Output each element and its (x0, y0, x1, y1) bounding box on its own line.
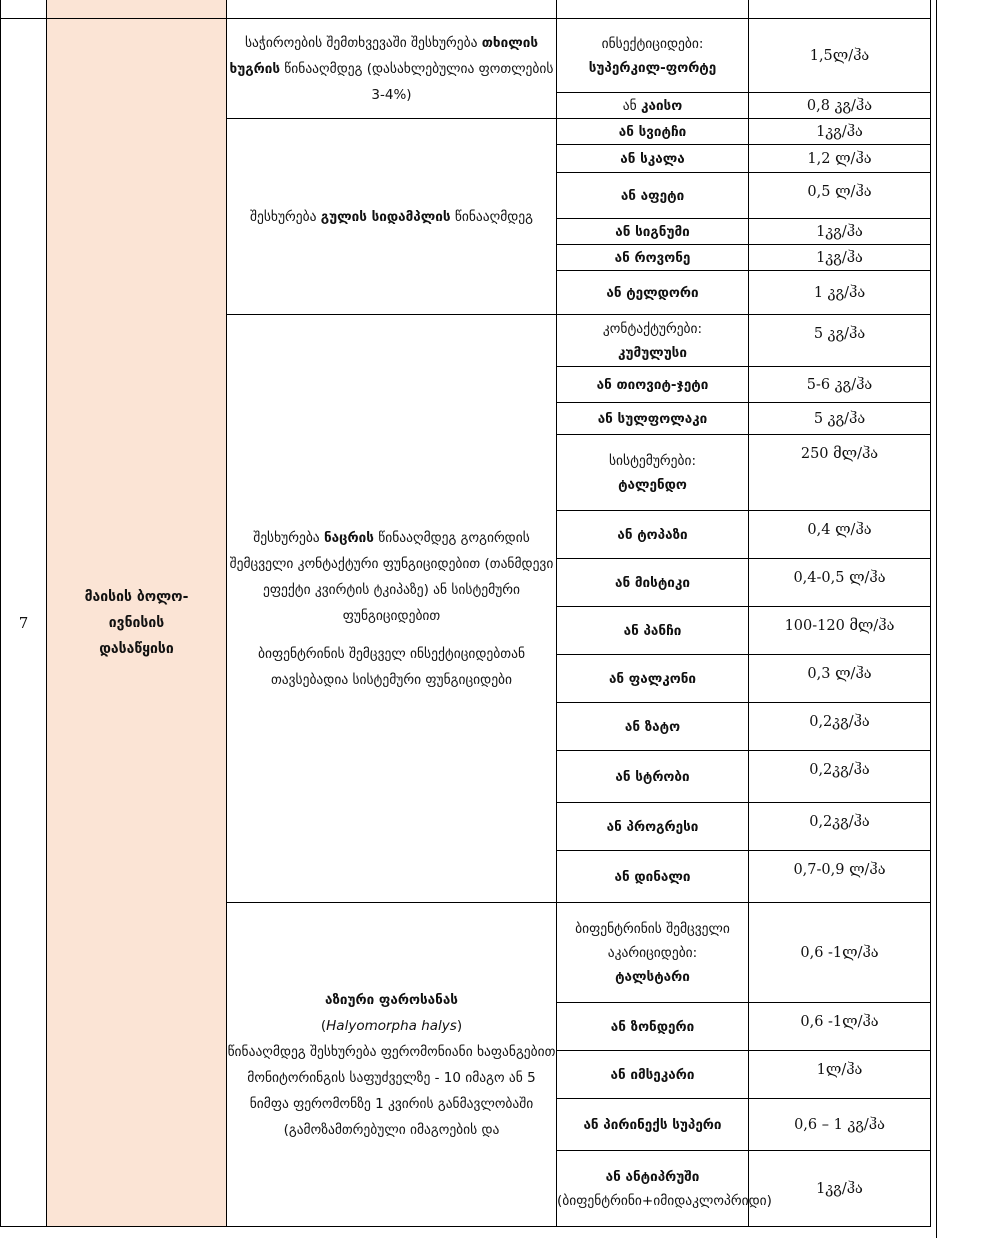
dose-cell: 0,7-0,9 ლ/ჰა (749, 851, 931, 903)
product-name: სუპერკილ-ფორტე (588, 59, 717, 76)
product-cell: ან მისტიკი (557, 559, 749, 607)
product-cell: ან ფალკონი (557, 655, 749, 703)
dose-cell: 0,2კგ/ჰა (749, 803, 931, 851)
dose-cell: 1კგ/ჰა (749, 1151, 931, 1227)
previous-row-stub (1, 0, 931, 19)
product-cell: ან ზატო (557, 703, 749, 751)
product-cell: ბიფენტრინის შემცველი აკარიციდები: ტალსტარი (557, 903, 749, 1003)
product-cell: ან პირინექს სუპერი (557, 1099, 749, 1151)
page-right-border (936, 0, 937, 1238)
dose-cell: 0,2კგ/ჰა (749, 703, 931, 751)
product-name: კაისო (640, 97, 683, 114)
product-cell: ან ზონდერი (557, 1003, 749, 1051)
product-cell: ან ანტიპრუში (ბიფენტრინი+იმიდაკლოპრიდი) (557, 1151, 749, 1227)
dose-cell: 0,5 ლ/ჰა (749, 173, 931, 219)
product-cell: ინსექტიციდები: სუპერკილ-ფორტე (557, 19, 749, 93)
dose-cell: 0,4 ლ/ჰა (749, 511, 931, 559)
product-cell: კონტაქტურები: კუმულუსი (557, 315, 749, 367)
product-cell: ან კაისო (557, 93, 749, 119)
dose-cell: 5-6 კგ/ჰა (749, 367, 931, 403)
stage-cell (47, 19, 227, 1227)
product-cell: ან ტოპაზი (557, 511, 749, 559)
product-cell: ან სვიტჩი (557, 119, 749, 145)
product-cell: ან თიოვიტ-ჯეტი (557, 367, 749, 403)
dose-cell: 250 მლ/ჰა (749, 435, 931, 511)
dose-cell: 5 კგ/ჰა (749, 403, 931, 435)
dose-cell: 1 კგ/ჰა (749, 271, 931, 315)
pest-name: თხილის ხუგრის (229, 34, 538, 77)
dose-cell: 0,6 – 1 კგ/ჰა (749, 1099, 931, 1151)
pest-name: ნაცრის (323, 529, 374, 546)
product-cell: ან სკალა (557, 145, 749, 173)
product-cell: სისტემურები: ტალენდო (557, 435, 749, 511)
stage-line: დასაწყისი (99, 640, 174, 657)
dose-cell: 1,5ლ/ჰა (749, 19, 931, 93)
dose-cell: 1,2 ლ/ჰა (749, 145, 931, 173)
table-row (1, 19, 931, 93)
product-cell: ან აფეტი (557, 173, 749, 219)
pest-name: აზიური ფაროსანას (325, 991, 458, 1008)
product-cell: ან სულფოლაკი (557, 403, 749, 435)
dose-cell: 1კგ/ჰა (749, 219, 931, 245)
dose-cell: 1ლ/ჰა (749, 1051, 931, 1099)
product-cell: ან ტელდორი (557, 271, 749, 315)
dose-cell: 0,2კგ/ჰა (749, 751, 931, 803)
dose-cell: 100-120 მლ/ჰა (749, 607, 931, 655)
dose-cell: 0,6 -1ლ/ჰა (749, 903, 931, 1003)
dose-cell: 0,4-0,5 ლ/ჰა (749, 559, 931, 607)
action-cell: საჭიროების შემთხვევაში შესხურება თხილის ხუგრის წინააღმდეგ (დასახლებულია ფოთლების 3-4%) (227, 19, 557, 119)
product-cell: ან პანჩი (557, 607, 749, 655)
product-cell: ან დინალი (557, 851, 749, 903)
compatibility-note: ბიფენტრინის შემცველ ინსექტიციდებთან თავსებადია სისტემური ფუნგიციდები (257, 645, 525, 688)
pest-latin-name: Halyomorpha halys (326, 1017, 457, 1034)
product-cell: ან იმსეკარი (557, 1051, 749, 1099)
product-cell: ან როვონე (557, 245, 749, 271)
pest-name: გულის სიდამპლის (320, 208, 451, 225)
action-cell: შესხურება გულის სიდამპლის წინააღმდეგ (227, 119, 557, 315)
action-cell: აზიური ფაროსანას (Halyomorpha halys) წინააღმდეგ შესხურება ფერომონიანი ხაფანგებით მონიტორინგის საფუძველზე - 10 იმაგო ან 5 ნიმფა ფერომონზე 1 კვირის განმავლობაში (გამოზამთრებული იმაგოების და (227, 903, 557, 1227)
stage-line: ივნისის (108, 614, 165, 631)
product-cell: ან სიგნუმი (557, 219, 749, 245)
product-cell: ან პროგრესი (557, 803, 749, 851)
product-cell: ან სტრობი (557, 751, 749, 803)
dose-cell: 0,3 ლ/ჰა (749, 655, 931, 703)
dose-cell: 1კგ/ჰა (749, 245, 931, 271)
dose-cell: 1კგ/ჰა (749, 119, 931, 145)
dose-cell: 5 კგ/ჰა (749, 315, 931, 367)
row-number: 7 (1, 19, 47, 1227)
dose-cell: 0,8 კგ/ჰა (749, 93, 931, 119)
action-cell: შესხურება ნაცრის წინააღმდეგ გოგირდის შემცველი კონტაქტური ფუნგიციდებით (თანმდევი ეფექტი კვირტის ტკიპაზე) ან სისტემური ფუნგიციდებით ბიფენტრინის შემცველ ინსექტიციდებთან თავსებადია სისტემური ფუნგიციდები (227, 315, 557, 903)
stage-line: მაისის ბოლო- (84, 588, 189, 605)
dose-cell: 0,6 -1ლ/ჰა (749, 1003, 931, 1051)
